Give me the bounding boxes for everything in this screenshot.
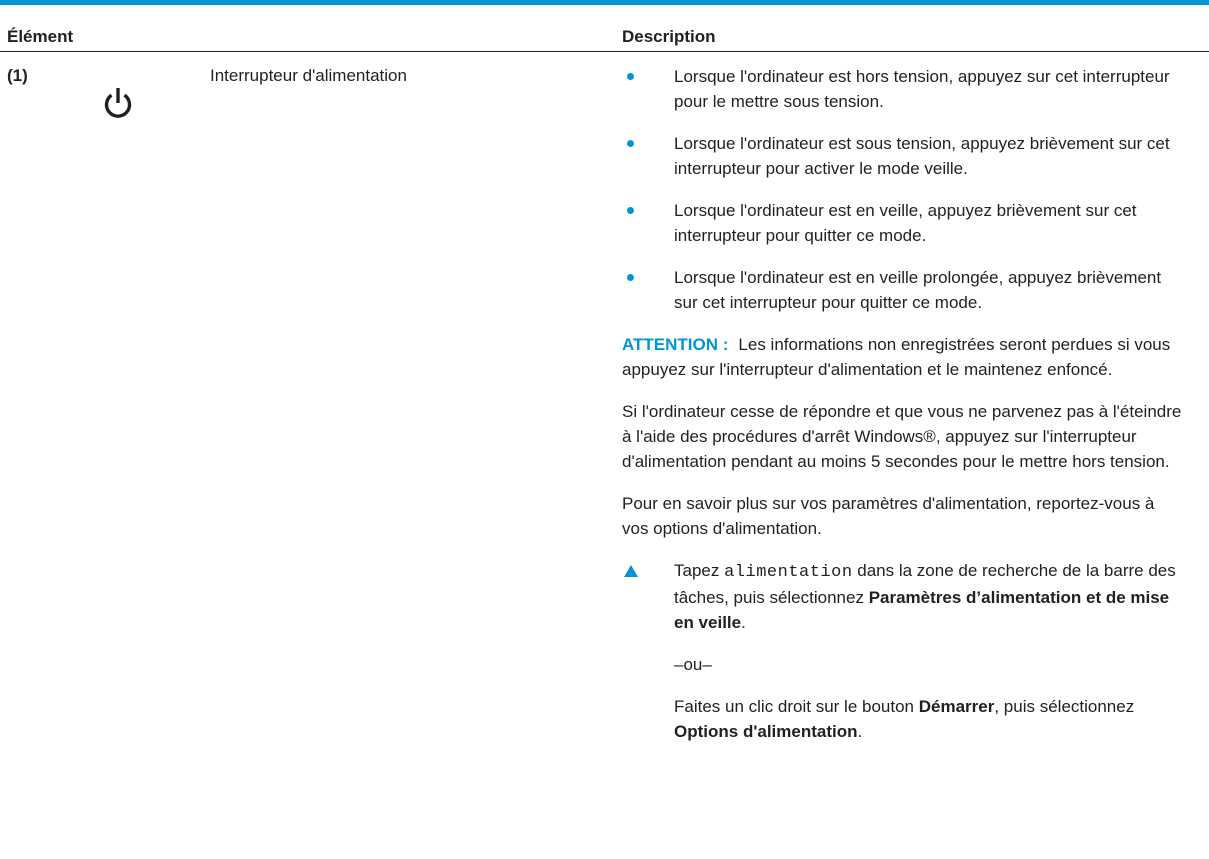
bullet-text: Lorsque l'ordinateur est en veille prolongée, appuyez brièvement sur cet interrupteur pour quitter ce mode. [674,268,1162,312]
description-cell [622,64,1182,761]
row-number: (1) [7,66,28,85]
step-middle: dans la zone de recherche de la barre des tâches, puis sélectionnez [674,561,1176,607]
step-code: alimentation [724,563,853,582]
bullet-icon [627,207,634,214]
power-icon [102,86,134,120]
list-item [622,265,1182,315]
step-triangle-icon [624,565,638,577]
table-header-row [0,5,1209,52]
list-item [622,198,1182,248]
component-name: Interrupteur d'alimentation [210,66,407,85]
bullet-icon [627,73,634,80]
list-item [622,64,1182,114]
alt-end: . [857,722,863,741]
alt-prefix: Faites un clic droit sur le bouton [674,697,915,716]
header-element: Élément [7,27,74,46]
or-separator: –ou– [674,655,712,674]
caution-text: Les informations non enregistrées seront perdues si vous appuyez sur l'interrupteur d'alimentation et le maintenez enfoncé. [622,335,1171,379]
caution-note [622,332,1182,382]
unresponsive-paragraph: Si l'ordinateur cesse de répondre et que vous ne parvenez pas à l'éteindre à l'aide des procédures d'arrêt Windows®, appuyez sur l'interrupteur d'alimentation pendant au moins 5 secondes pour le mettre hors tension. [622,402,1182,471]
step-prefix: Tapez [674,561,720,580]
step-bold: Paramètres d’alimentation et de mise en veille [674,588,1170,632]
alt-bold-start: Démarrer [918,697,995,716]
bullet-text: Lorsque l'ordinateur est hors tension, appuyez sur cet interrupteur pour le mettre sous tension. [674,67,1170,111]
list-item [622,131,1182,181]
header-description: Description [622,27,716,46]
step-item [622,558,1182,635]
alternative-step [622,694,1182,744]
bullet-icon [627,274,634,281]
settings-paragraph: Pour en savoir plus sur vos paramètres d'alimentation, reportez-vous à vos options d'alimentation. [622,494,1155,538]
bullet-text: Lorsque l'ordinateur est sous tension, appuyez brièvement sur cet interrupteur pour activer le mode veille. [674,134,1170,178]
step-end: . [741,613,746,632]
bullet-text: Lorsque l'ordinateur est en veille, appuyez brièvement sur cet interrupteur pour quitter ce mode. [674,201,1137,245]
bullet-list [622,64,1182,315]
caution-label: ATTENTION : [622,335,729,354]
alt-middle: , puis sélectionnez [994,697,1135,716]
bullet-icon [627,140,634,147]
alt-bold-options: Options d'alimentation [674,722,858,741]
